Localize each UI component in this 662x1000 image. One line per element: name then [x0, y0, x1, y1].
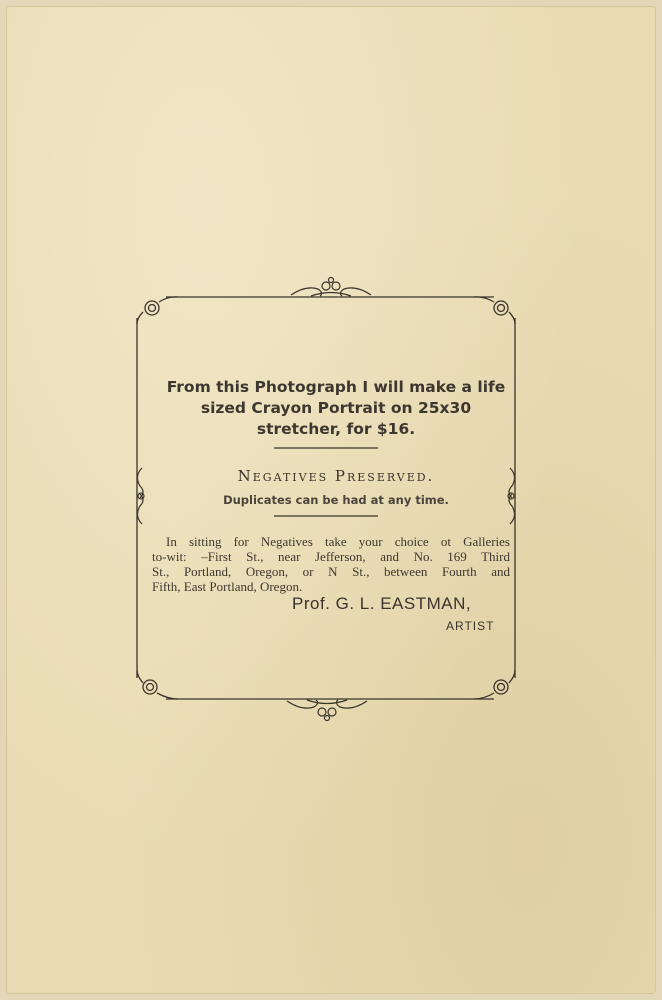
gallery-locations: [152, 534, 510, 594]
bottom-flourish-ornament: [287, 700, 367, 721]
duplicates-note: Duplicates can be had at any time.: [223, 493, 449, 507]
offer-line: sized Crayon Portrait on 25x30: [200, 399, 472, 417]
negatives-heading: Negatives Preserved.: [237, 467, 435, 485]
photographer-name: Prof. G. L. EASTMAN,: [292, 594, 472, 613]
cabinet-card-back: [6, 6, 656, 994]
photographer-title: ARTIST: [446, 619, 495, 633]
sitting-line: Fifth, East Portland, Oregon.: [152, 579, 303, 594]
sitting-line: In sitting for Negatives take your choice ot Galleries: [166, 534, 510, 549]
offer-line: stretcher, for $16.: [256, 420, 416, 438]
top-flourish-ornament: [291, 278, 371, 297]
sitting-line: to-wit: –First St., near Jefferson, and No. 169 Third: [152, 549, 510, 564]
offer-line: From this Photograph I will make a life: [166, 378, 506, 396]
portrait-offer: [146, 377, 526, 440]
sitting-line: St., Portland, Oregon, or N St., between Fourth and: [152, 564, 510, 579]
